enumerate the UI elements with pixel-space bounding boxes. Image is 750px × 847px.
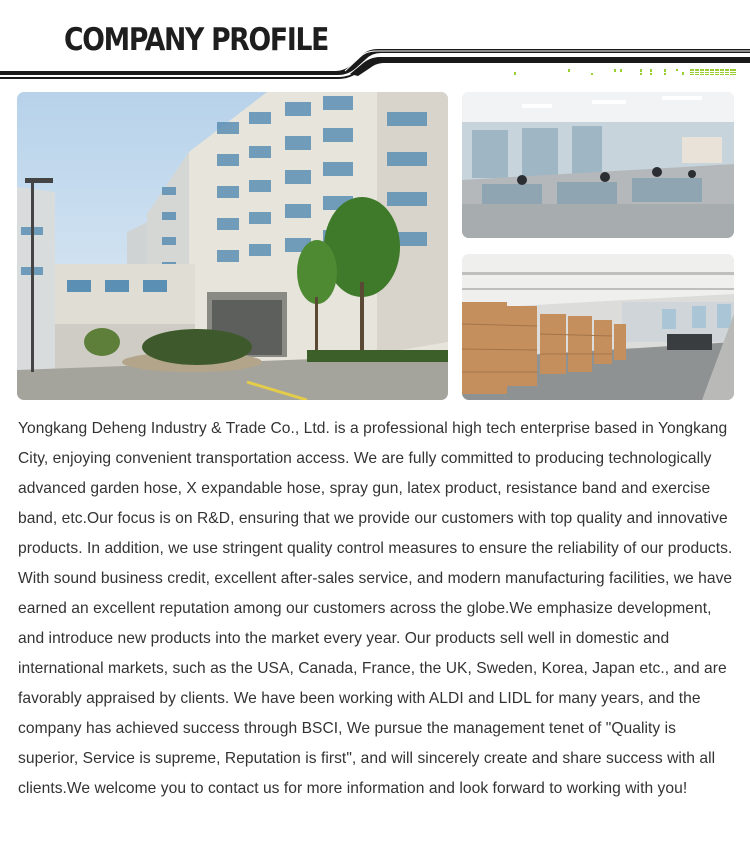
warehouse-interior-photo [462,254,734,400]
company-description: Yongkang Deheng Industry & Trade Co., Ltd. is a professional high tech enterprise based in Yongkang City, enjoying convenient transportation access. We are fully committed to producing technologically advanced garden hose, X expandable hose, spray gun, latex product, resistance band and exercise band, etc.Our focus is on R&D, ensuring that we provide our customers with top quality and innovative products. In addition, we use stringent quality control measures to ensure the reliability of our products. With sound business credit, excellent after-sales service, and modern manufacturing facilities, we have earned an excellent reputation among our customers across the globe.We emphasize development, and introduce new products into the market every year. Our products sell well in domestic and international markets, such as the USA, Canada, France, the UK, Sweden, Korea, Japan etc., and are favorably appraised by clients. We have been working with ALDI and LIDL for many years, and the company has achieved success through BSCI, We pursue the management tenet of "Quality is superior, Service is supreme, Reputation is first", and will sincerely create and share success with all clients.We welcome you to contact us for more information and look forward to working with you! [18,420,733,797]
factory-building-photo [17,92,448,400]
section-header [0,0,750,86]
office-interior-photo [462,92,734,238]
page-title: COMPANY PROFILE [64,22,329,58]
